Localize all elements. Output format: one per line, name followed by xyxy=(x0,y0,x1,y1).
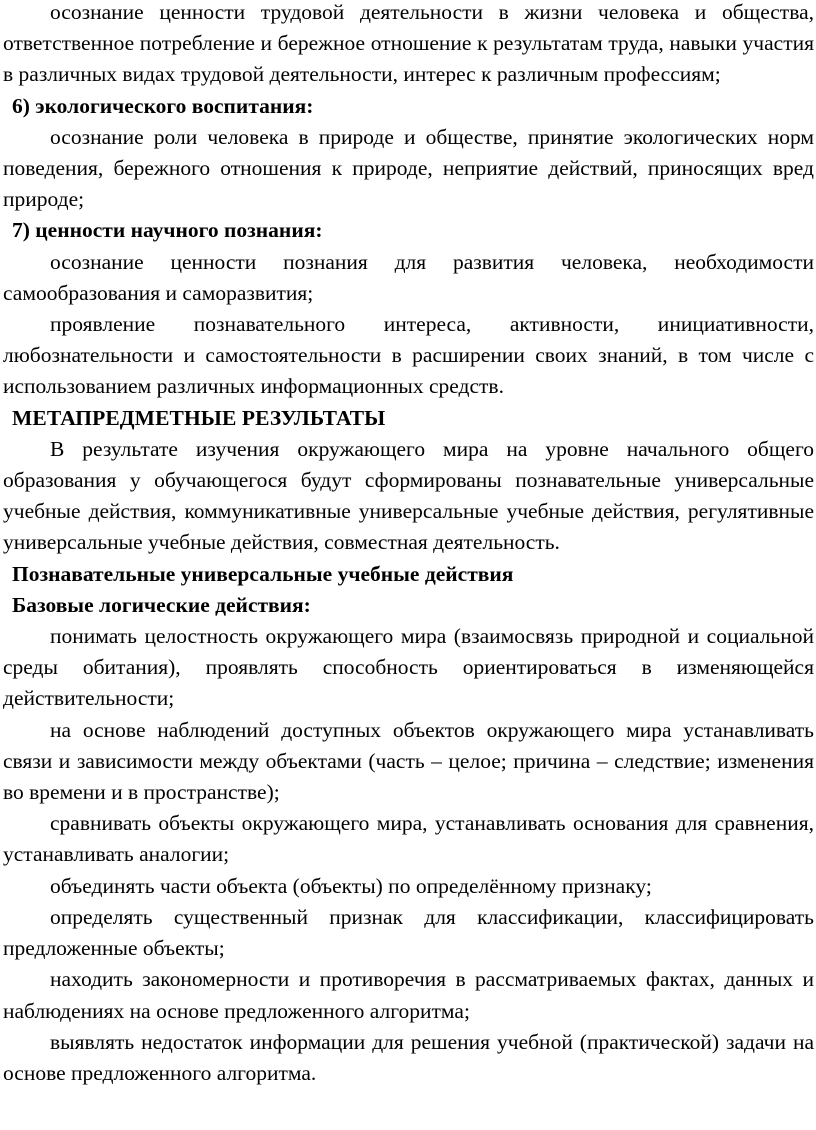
heading-basic-logical-actions: Базовые логические действия: xyxy=(12,592,311,617)
paragraph-knowledge-value: осознание ценности познания для развития человека, необходимости самообразования и саморазвития; xyxy=(3,249,814,305)
paragraph-missing-info: выявлять недостаток информации для решения учебной (практической) задачи на основе предложенного алгоритма. xyxy=(3,1029,814,1085)
paragraph-world-integrity: понимать целостность окружающего мира (взаимосвязь природной и социальной среды обитания), проявлять способность ориентироваться в изменяющейся действительности; xyxy=(3,624,814,711)
paragraph-classification: определять существенный признак для классификации, классифицировать предложенные объекты; xyxy=(3,904,814,961)
paragraph-labor-values: осознание ценности трудовой деятельности в жизни человека и общества, ответственное потребление и бережное отношение к результатам труда, навыки участия в различных видах трудовой деятельности, интерес к различным профессиям; xyxy=(3,0,814,87)
heading-scientific-knowledge: 7) ценности научного познания: xyxy=(12,218,323,243)
paragraph-patterns: находить закономерности и противоречия в рассматриваемых фактах, данных и наблюдениях на основе предложенного алгоритма; xyxy=(3,967,814,1023)
paragraph-compare-objects: сравнивать объекты окружающего мира, устанавливать основания для сравнения, устанавливать аналогии; xyxy=(3,811,814,867)
paragraph-metasubject-intro: В результате изучения окружающего мира на уровне начального общего образования у обучающегося будут сформированы познавательные универсальные учебные действия, коммуникативные универсальные учебные действия, регулятивные универсальные учебные действия, совместная деятельность. xyxy=(3,436,814,555)
paragraph-cognitive-interest: проявление познавательного интереса, активности, инициативности, любознательности и самостоятельности в расширении своих знаний, в том числе с использованием различных информационных средств. xyxy=(3,312,814,399)
heading-ecological-education: 6) экологического воспитания: xyxy=(12,93,314,118)
section-title-metasubject-results: МЕТАПРЕДМЕТНЫЕ РЕЗУЛЬТАТЫ xyxy=(12,405,386,430)
paragraph-ecological: осознание роли человека в природе и обществе, принятие экологических норм поведения, бережного отношения к природе, неприятие действий, приносящих вред природе; xyxy=(3,124,814,212)
heading-cognitive-actions: Познавательные универсальные учебные действия xyxy=(12,561,514,586)
paragraph-combine-parts: объединять части объекта (объекты) по определённому признаку; xyxy=(50,873,652,898)
paragraph-observations: на основе наблюдений доступных объектов окружающего мира устанавливать связи и зависимости между объектами (часть – целое; причина – следствие; изменения во времени и в пространстве); xyxy=(3,717,814,805)
